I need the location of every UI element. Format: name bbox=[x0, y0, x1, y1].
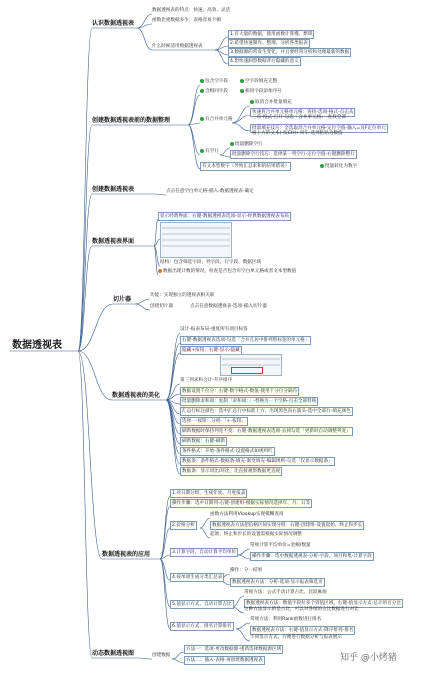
sort-screenshot bbox=[220, 354, 282, 376]
node[interactable]: 1.有大量的数据，使用函数计算慢、繁琐 bbox=[230, 32, 313, 37]
connector-line bbox=[232, 607, 244, 613]
pivot-layout-screenshot bbox=[160, 222, 232, 258]
connector-line bbox=[200, 528, 210, 538]
node[interactable]: 批量填充技巧：全选取消合并单元格-定位空值-输入=及F定位单元 bbox=[252, 126, 386, 131]
node[interactable]: 常规方法：公式手动计算占比，比较麻烦 bbox=[244, 590, 327, 595]
node[interactable]: 批量删除求和项：复制「求和项：」-替换为一个空格-点击全部替换 bbox=[182, 399, 317, 404]
node[interactable]: 数据透视表方法把价格区间实现分组：右键-创建组-设置起始、终止和步长 bbox=[212, 523, 363, 528]
node[interactable]: 点击任意空白单元格-插入-数据透视表-确定 bbox=[166, 189, 254, 194]
connector-line bbox=[188, 85, 200, 125]
node[interactable]: 3.数据源的常发生变化，并且要经常分析和处理最新的数据 bbox=[230, 50, 350, 55]
node[interactable]: 批量转化为数字 bbox=[320, 163, 357, 170]
connector-line bbox=[220, 155, 230, 157]
node[interactable]: 有空行 bbox=[200, 148, 219, 155]
node[interactable]: 刷新数据时保持列宽不变：右键-数据透视表选项-去掉勾选「更新时自动调整列宽」 bbox=[182, 429, 351, 434]
node[interactable]: 格上方的文本)-按Ctrl+回车-选择粘贴为数值 bbox=[252, 131, 343, 136]
connector-line bbox=[160, 506, 170, 559]
node[interactable]: 操作步骤：选中日期列-右键-创建组-根据实际情况选择年、月、日等 bbox=[172, 501, 311, 506]
connector-line bbox=[172, 659, 184, 663]
node[interactable]: 数据透视表的特点：快速、高效、灵活 bbox=[152, 8, 231, 13]
node[interactable]: 常规方法：利用Rank函数进行排名 bbox=[250, 617, 322, 622]
connector-line bbox=[232, 115, 250, 123]
node[interactable]: 汇总行标注颜色：选中汇总行中标准上方，出现黑色向右箭头-选中全部行-填充颜色 bbox=[182, 409, 351, 414]
node[interactable]: 3.计算字段，自动计算平均单价 bbox=[172, 550, 237, 555]
node[interactable]: 操作步骤：选中数据透视表-分析-字段、项目和集-计算字段 bbox=[252, 554, 372, 559]
connector-line bbox=[137, 658, 152, 659]
section-intro[interactable]: 认识数据透视表 bbox=[92, 20, 135, 27]
node[interactable]: 设计-报表布局-重复所有项目标签 bbox=[180, 327, 248, 332]
sort-screenshot-bar bbox=[222, 364, 280, 366]
connector-line bbox=[172, 652, 184, 659]
connector-line bbox=[188, 95, 200, 125]
connector-line bbox=[232, 123, 250, 131]
check-icon bbox=[200, 89, 204, 93]
connector-line bbox=[220, 148, 230, 155]
connector-line bbox=[238, 549, 250, 555]
node[interactable]: 方法二：插入-表格-再创建数据透视表 bbox=[186, 658, 263, 663]
connector-line bbox=[135, 304, 150, 310]
watermark: 知乎 @小烤豬 bbox=[340, 653, 397, 663]
check-icon bbox=[240, 89, 244, 93]
node[interactable]: 不同显示方式，方便进行数据分析与报表展示 bbox=[250, 635, 342, 640]
section-create-pivot[interactable]: 创建数据透视表 bbox=[92, 186, 135, 193]
sort-screenshot-bar bbox=[222, 358, 280, 360]
node[interactable]: 有合并单元格 bbox=[200, 116, 233, 123]
pivot-layout-screenshot-bar bbox=[162, 233, 230, 235]
node[interactable]: 选择一-按钮：分析-「+-按钮」 bbox=[182, 419, 246, 424]
section-slicer[interactable]: 切片器 bbox=[113, 296, 132, 303]
connector-line bbox=[236, 629, 250, 641]
node[interactable]: 4.按单项生成分类汇总表 bbox=[172, 575, 223, 580]
connector-line bbox=[160, 496, 170, 559]
node[interactable]: 数据透视表方法：右键-值显示方式-降序排列-排名 bbox=[252, 628, 354, 633]
connector-line bbox=[160, 559, 170, 607]
connector-line bbox=[166, 400, 180, 454]
node[interactable]: 三角-格式-打开-勾选「合并单元格」-查找全部 bbox=[252, 115, 346, 120]
node[interactable]: 数据条：条件格式-数据条-填充-渐变填充-编辑规则-勾选「仅显示数据条」 bbox=[182, 459, 333, 464]
connector-line bbox=[200, 518, 210, 528]
check-icon bbox=[200, 149, 204, 153]
sort-screenshot-highlight bbox=[231, 367, 263, 374]
node[interactable]: 起始、终止和步长的设置需根据实际情况调整 bbox=[210, 532, 302, 537]
node[interactable]: 含相同字段 bbox=[200, 88, 228, 95]
connector-line bbox=[215, 50, 228, 64]
section-pivot-interface[interactable]: 数据透视表界面 bbox=[92, 238, 135, 245]
node[interactable]: 5.值显示方式，自动计算占比 bbox=[172, 602, 232, 607]
connector-line bbox=[236, 623, 250, 629]
node[interactable]: 快速将合并单元格单元格：查找-选项-格式-点击从 bbox=[252, 110, 354, 115]
node[interactable]: 创建切片器 bbox=[150, 304, 173, 309]
star-icon bbox=[158, 269, 162, 273]
node[interactable]: 这种方法显示的是占比，可以对各项的占比数据进行对比 bbox=[244, 607, 359, 612]
connector-line bbox=[166, 333, 180, 400]
connector-line bbox=[137, 28, 152, 50]
section-data-prep[interactable]: 创建数据透视表前的数据整理 bbox=[92, 117, 171, 124]
section-dynamic-chart[interactable]: 动态数据透视图 bbox=[92, 650, 135, 657]
node[interactable]: 数据条：显示同比/环比，比直接观察数据更直观 bbox=[182, 469, 281, 474]
node[interactable]: 操作：分一结果 bbox=[230, 568, 263, 573]
node[interactable]: 6.值显示方式，排名计算排名 bbox=[172, 624, 232, 629]
connector-line bbox=[153, 194, 166, 195]
check-icon bbox=[240, 79, 244, 83]
node[interactable]: 批量删除空行 bbox=[230, 141, 263, 148]
node[interactable]: 相同字段添加序号 bbox=[240, 88, 282, 95]
connector-line bbox=[188, 125, 200, 169]
node[interactable]: 4.想快速洞察数据背后隐藏的意义 bbox=[230, 59, 299, 64]
node[interactable]: 第三列求和合计-升序排序 bbox=[180, 378, 233, 383]
node[interactable]: 隐藏+按钮：右键-显示-隐藏 bbox=[182, 348, 240, 353]
connector-line bbox=[135, 299, 150, 304]
node[interactable]: 刷新数据：右键-刷新 bbox=[182, 439, 226, 444]
pivot-layout-screenshot-bar bbox=[162, 239, 230, 241]
connector-line bbox=[232, 596, 244, 607]
node[interactable]: 空字段填充完整 bbox=[240, 78, 277, 85]
node[interactable]: 函数比重数据多少，表格容易卡顿 bbox=[152, 18, 221, 23]
node[interactable]: 批量删除空行技巧：选择某一列空行-定位空值-右键删除整行 bbox=[232, 152, 355, 157]
node[interactable]: 功能：实现独立的透视表相关联 bbox=[150, 293, 215, 298]
node[interactable]: 2.价格分析 bbox=[172, 523, 195, 528]
node[interactable]: 有文本型数字（导致汇总求和的结果错误） bbox=[202, 164, 290, 169]
root-node[interactable]: 数据透视表 bbox=[12, 340, 62, 351]
node[interactable]: 右键-数据透视表选项-勾选「合并且居中排列带标签的单元格」 bbox=[182, 338, 310, 343]
connector-line bbox=[78, 351, 112, 400]
node[interactable]: 点击任意数据透视表-选项-插入切片器 bbox=[190, 304, 267, 309]
node[interactable]: 取消合并批量填充 bbox=[250, 99, 292, 106]
connector-line bbox=[188, 125, 200, 155]
node[interactable]: 2.希望快速制作、整理、分析各类报表 bbox=[230, 41, 308, 46]
connector-line bbox=[78, 194, 92, 351]
pivot-layout-screenshot-bar bbox=[162, 227, 230, 229]
section-pivot-application[interactable]: 数据透视表的应用 bbox=[102, 551, 151, 558]
check-icon bbox=[200, 117, 204, 121]
connector-line bbox=[232, 106, 250, 123]
connector-line bbox=[166, 353, 180, 400]
node[interactable]: 函数方法利用Vlookup实现模糊查询 bbox=[210, 512, 284, 517]
node[interactable]: 什么时候适用数据透视表 bbox=[152, 44, 203, 49]
node[interactable]: 常规计算平均单价=金额/数量 bbox=[250, 543, 311, 548]
node[interactable]: 方法一：选项-更改数据源-重新选择数据源区域 bbox=[186, 647, 282, 652]
check-icon bbox=[230, 142, 234, 146]
connector-line bbox=[78, 125, 92, 351]
section-pivot-beautify[interactable]: 数据透视表的美化 bbox=[112, 392, 161, 399]
node[interactable]: 包含空字段 bbox=[200, 78, 228, 85]
check-icon bbox=[200, 79, 204, 83]
check-icon bbox=[320, 164, 324, 168]
connector-line bbox=[238, 555, 250, 559]
node[interactable]: 创建数据 bbox=[152, 653, 171, 658]
node[interactable]: 数据出现计数的情况，检查是否包含有空白单元格或者文本型数值 bbox=[158, 268, 296, 275]
node[interactable]: 结构：包含筛选字段、列字段、行字段、数据区域 bbox=[160, 260, 262, 265]
node[interactable]: 显示经典界面：右键-数据透视表选项-显示-经典数据透视表布局 bbox=[160, 214, 290, 219]
connector-line bbox=[78, 351, 92, 658]
pivot-layout-screenshot-bar bbox=[162, 245, 230, 247]
check-icon bbox=[250, 100, 254, 104]
node[interactable]: 数据透视表方法：分析-选项-显示报表筛选页 bbox=[232, 580, 323, 585]
node[interactable]: 数据设置千位分：右键-数字格式-数值-使用千分位分隔符 bbox=[182, 389, 298, 394]
node[interactable]: 1.对日期分组，生成年度、月度报表 bbox=[172, 491, 246, 496]
node[interactable]: 条件格式：开始-条件格式-设置格式如规则红 bbox=[182, 449, 273, 454]
node[interactable]: 数据透视表方法：数值字段拉多个到值区域，右键-值显示方式-总计的百分比 bbox=[246, 601, 401, 606]
